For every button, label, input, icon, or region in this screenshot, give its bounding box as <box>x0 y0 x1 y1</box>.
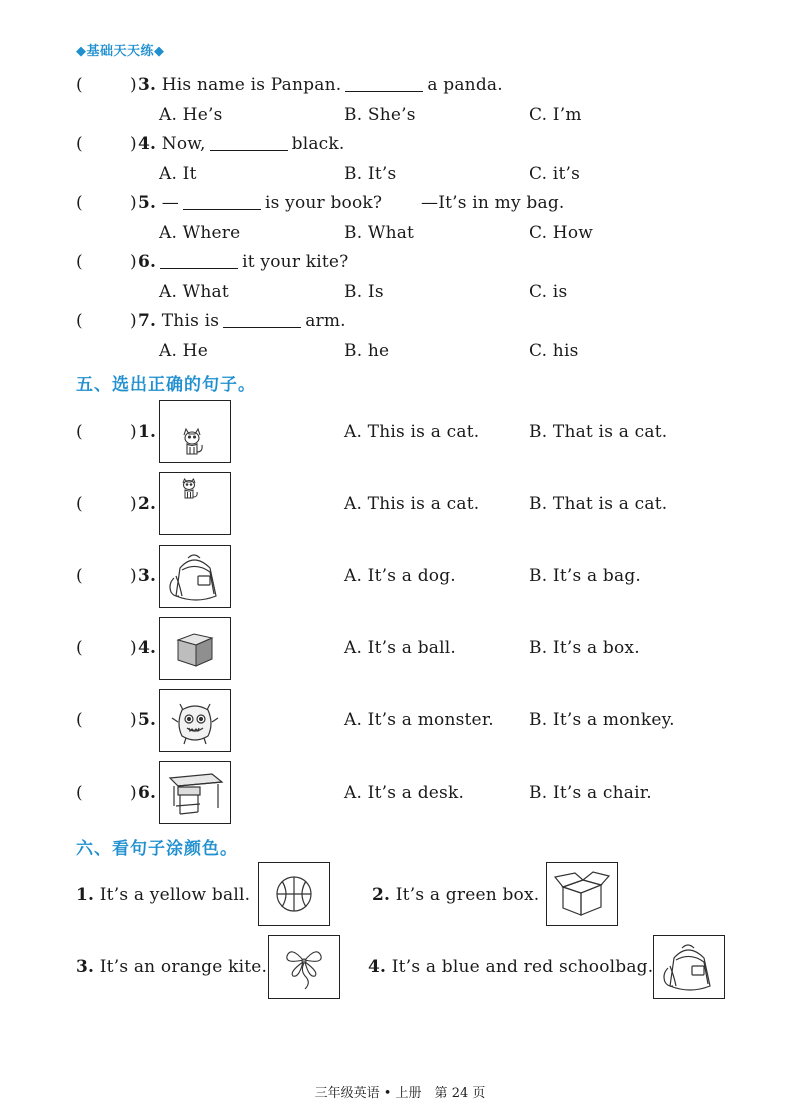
option-a: A. This is a cat. <box>344 422 480 442</box>
question-number: 3. <box>138 566 157 586</box>
option-a: A. What <box>159 282 229 302</box>
option-b: B. That is a cat. <box>529 422 668 442</box>
box-picture <box>159 617 231 680</box>
option-b: B. It’s a chair. <box>529 783 652 803</box>
option-b: B. That is a cat. <box>529 494 668 514</box>
section-banner: ◆基础天天练◆ <box>76 44 165 59</box>
cat-icon <box>160 401 230 462</box>
section-title: 五、选出正确的句子。 <box>76 375 256 395</box>
option-c: C. How <box>529 223 594 243</box>
open-box-picture[interactable] <box>546 862 618 926</box>
option-b: B. It’s <box>344 164 397 184</box>
color-sentence: 4. It’s a blue and red schoolbag. <box>368 957 654 977</box>
option-b: B. he <box>344 341 390 361</box>
desk-picture <box>159 761 231 824</box>
question-number: 5. <box>138 710 157 730</box>
cat-picture <box>159 400 231 463</box>
color-sentence: 2. It’s a green box. <box>372 885 540 905</box>
box-icon <box>160 618 230 679</box>
schoolbag-icon <box>160 546 230 607</box>
question-stem: 4. Now, black. <box>138 134 345 154</box>
question-stem: 7. This is arm. <box>138 311 346 331</box>
schoolbag-icon <box>654 936 724 998</box>
question-number: 1. <box>138 422 157 442</box>
option-c: C. it’s <box>529 164 581 184</box>
question-stem: 5. — is your book? <box>138 193 383 213</box>
open-box-icon <box>547 863 617 925</box>
ball-picture[interactable] <box>258 862 330 926</box>
option-b: B. What <box>344 223 415 243</box>
answer-blank[interactable] <box>345 75 423 92</box>
question-number: 2. <box>138 494 157 514</box>
answer-blank[interactable] <box>210 134 288 151</box>
cat-picture <box>159 472 231 535</box>
option-a: A. It’s a dog. <box>344 566 456 586</box>
option-b: B. Is <box>344 282 384 302</box>
option-a: A. He’s <box>159 105 223 125</box>
option-a: A. Where <box>159 223 241 243</box>
section-title: 六、看句子涂颜色。 <box>76 839 238 859</box>
color-sentence: 3. It’s an orange kite. <box>76 957 268 977</box>
question-stem: 3. His name is Panpan. a panda. <box>138 75 503 95</box>
answer-blank[interactable] <box>223 311 301 328</box>
cat-icon <box>160 473 230 534</box>
kite-picture[interactable] <box>268 935 340 999</box>
option-b: B. It’s a monkey. <box>529 710 675 730</box>
option-a: A. He <box>159 341 208 361</box>
ball-icon <box>259 863 329 925</box>
kite-icon <box>269 936 339 998</box>
option-a: A. It’s a monster. <box>344 710 494 730</box>
question-stem: 6. it your kite? <box>138 252 349 272</box>
answer-blank[interactable] <box>160 252 238 269</box>
answer-blank[interactable] <box>183 193 261 210</box>
monster-picture <box>159 689 231 752</box>
schoolbag-picture <box>159 545 231 608</box>
desk-icon <box>160 762 230 823</box>
monster-icon <box>160 690 230 751</box>
option-b: B. It’s a bag. <box>529 566 642 586</box>
option-a: A. This is a cat. <box>344 494 480 514</box>
question-number: 4. <box>138 638 157 658</box>
option-c: C. his <box>529 341 579 361</box>
option-a: A. It’s a ball. <box>344 638 456 658</box>
question-response: —It’s in my bag. <box>421 193 565 213</box>
option-b: B. It’s a box. <box>529 638 640 658</box>
option-b: B. She’s <box>344 105 416 125</box>
schoolbag-picture[interactable] <box>653 935 725 999</box>
color-sentence: 1. It’s a yellow ball. <box>76 885 251 905</box>
option-c: C. I’m <box>529 105 582 125</box>
option-c: C. is <box>529 282 568 302</box>
option-a: A. It <box>159 164 197 184</box>
page-footer: 三年级英语 • 上册 第 24 页 <box>314 1086 486 1101</box>
question-number: 6. <box>138 783 157 803</box>
option-a: A. It’s a desk. <box>344 783 465 803</box>
